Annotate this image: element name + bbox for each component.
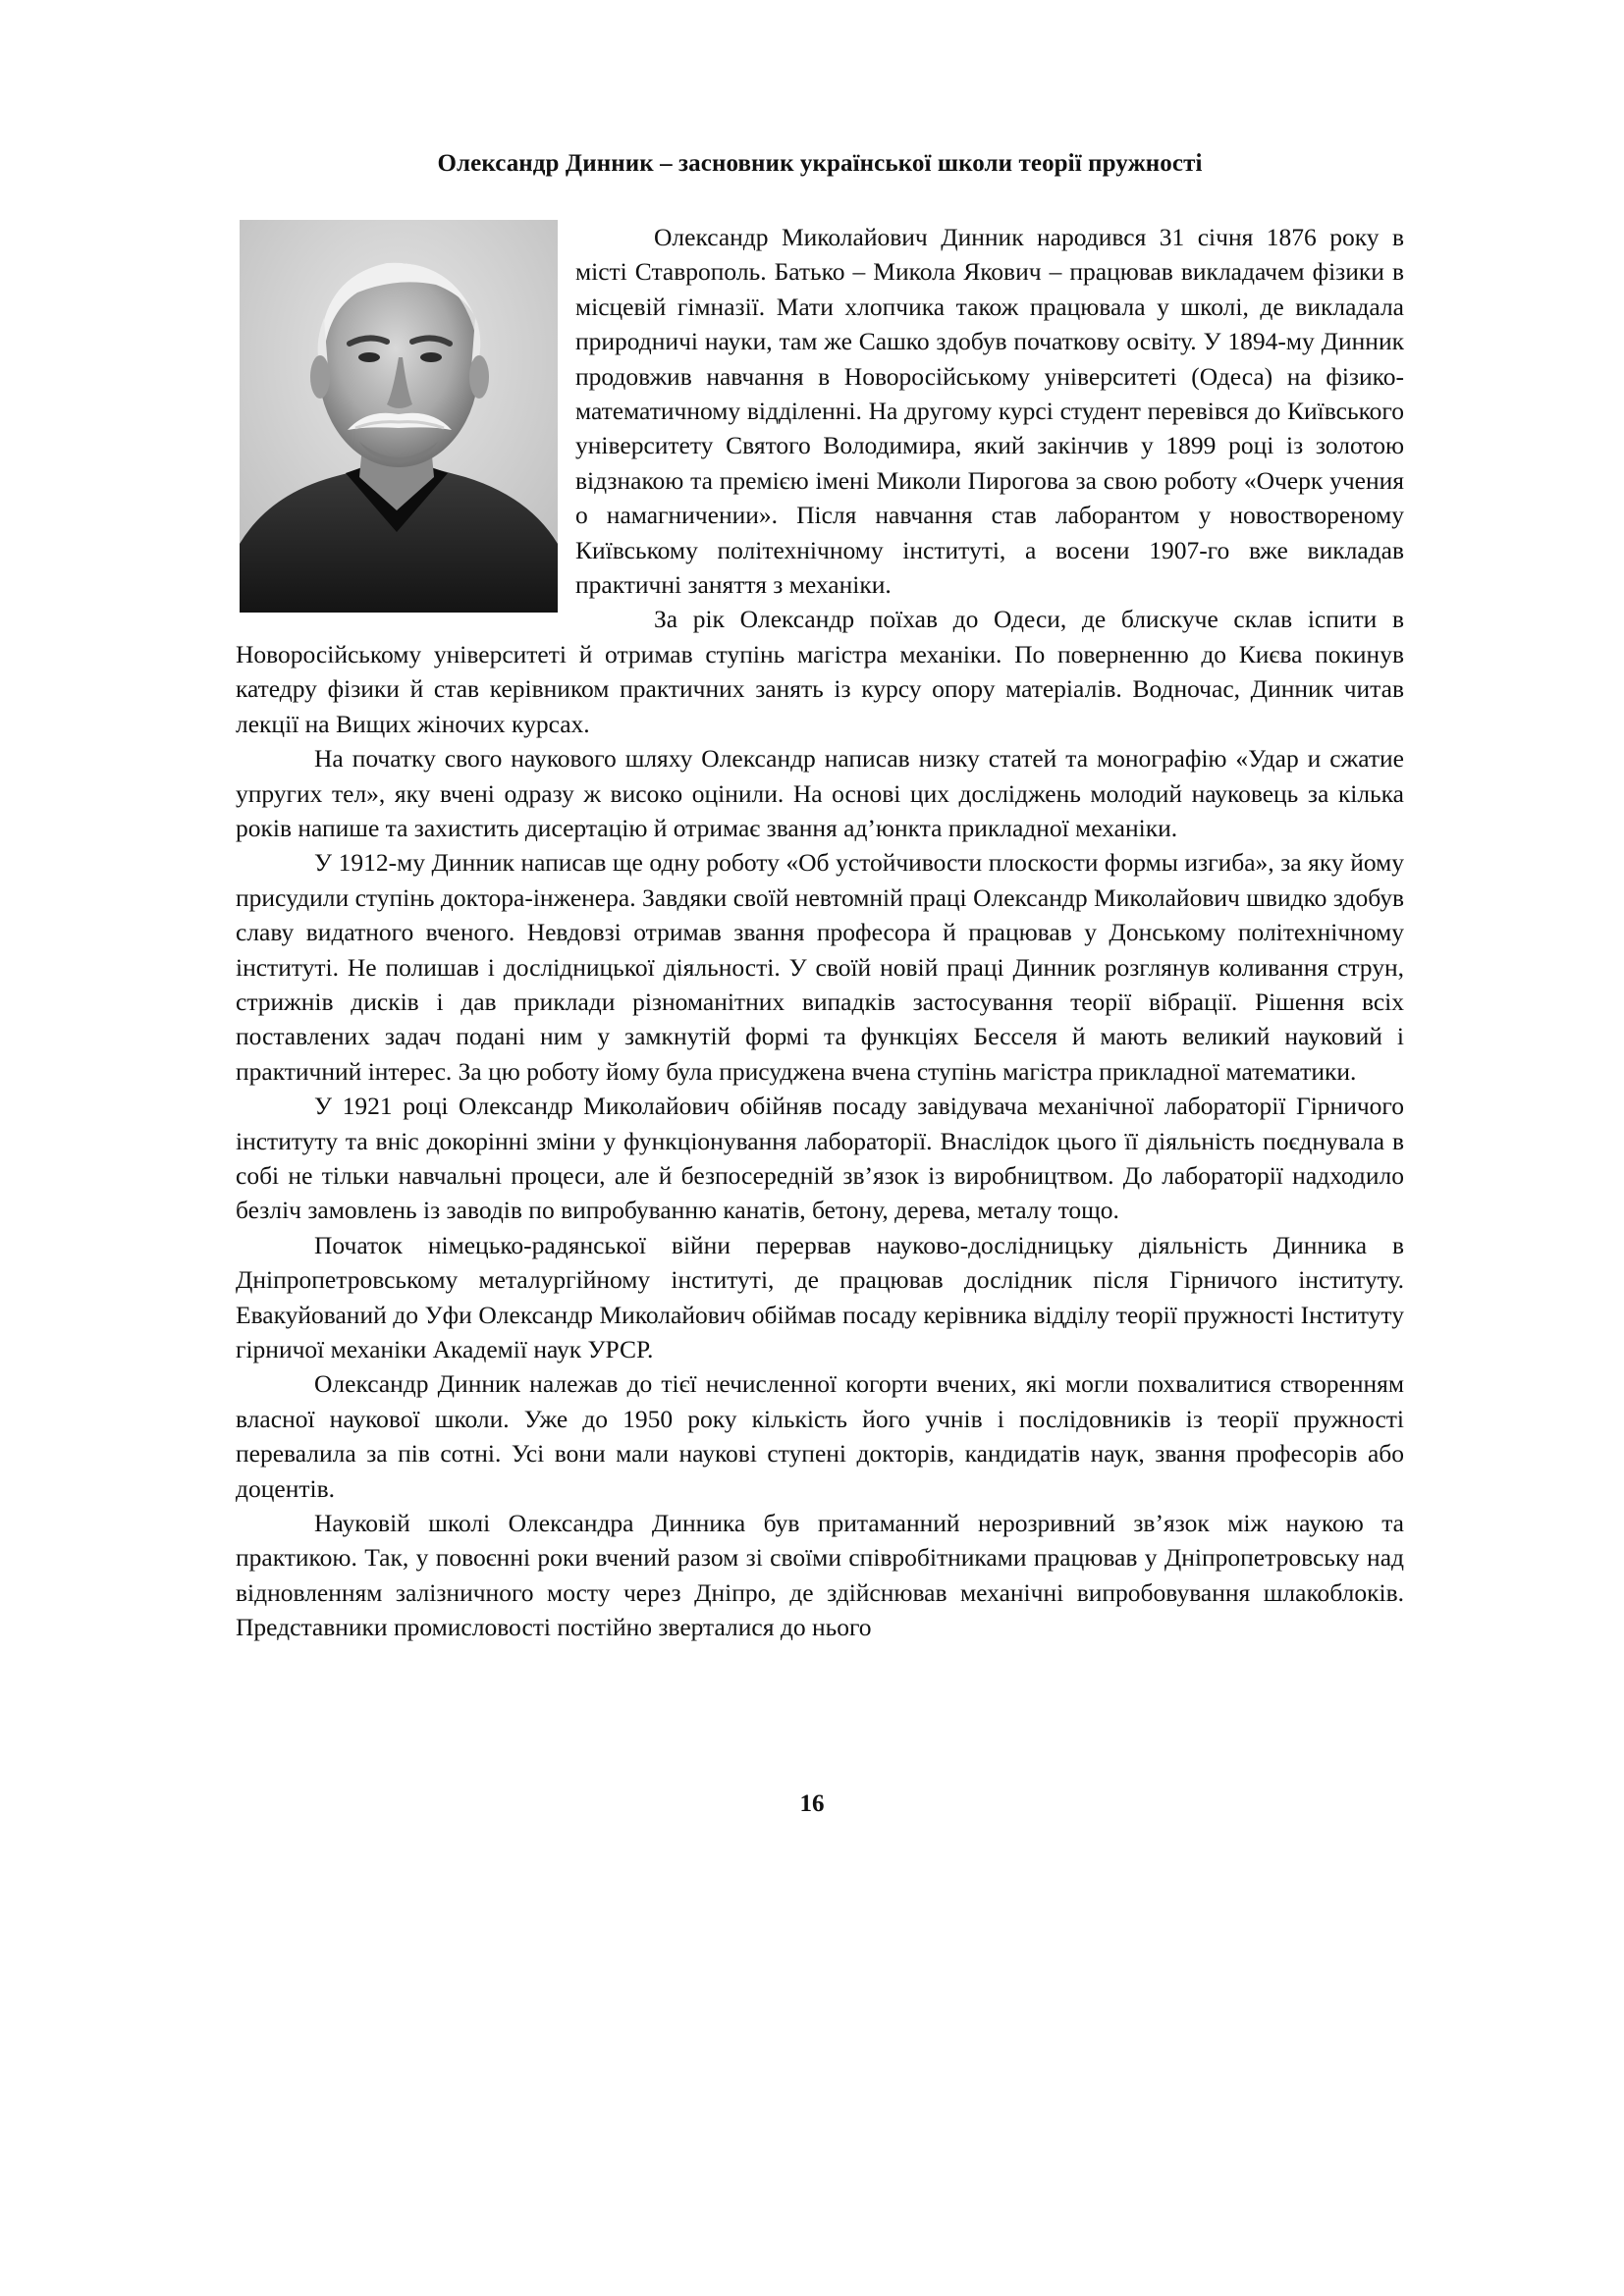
paragraph-2: За рік Олександр поїхав до Одеси, де блискуче склав іспити в Новоросійському університеті й отримав ступінь магістра механіки. По поверненню до Києва покинув катедру фізики й став керівником практичних занять із курсу опору матеріалів. Водночас, Динник читав лекції на Вищих жіночих курсах. [236, 605, 1404, 738]
paragraph-8: Науковій школі Олександра Динника був притаманний нерозривний зв’язок між наукою та практикою. Так, у повоєнні роки вчений разом зі своїми співробітниками працював у Дніпропетровську над відновленням залізничного мосту через Дніпро, де здійснював механічні випробовування шлакоблоків. Представники промисловості постійно зверталися до нього [236, 1509, 1404, 1642]
document-title: Олександр Динник – засновник української школи теорії пружності [437, 150, 1203, 177]
paragraph-1: Олександр Миколайович Динник народився 31 січня 1876 року в місті Ставрополь. Батько – Микола Якович – працював викладачем фізики в місцевій гімназії. Мати хлопчика також працювала у школі, де викладала природничі науки, там же Сашко здобув початкову освіту. У 1894-му Динник продовжив навчання в Новоросійському університеті (Одеса) на фізико-математичному відділенні. На другому курсі студент перевівся до Київського університету Святого Володимира, який закінчив у 1899 році із золотою відзнакою та премією імені Миколи Пирогова за свою роботу «Очерк учения о намагничении». Після навчання став лаборантом у новоствореному Київському політехнічному інституті, а восени 1907-го вже викладав практичні заняття з механіки. [575, 223, 1404, 600]
portrait-photo-icon [240, 220, 558, 613]
paragraph-7: Олександр Динник належав до тієї нечисленної когорти вчених, які могли похвалитися створенням власної наукової школи. Уже до 1950 року кількість його учнів і послідовників із теорії пружності перевалила за пів сотні. Усі вони мали наукові ступені докторів, кандидатів наук, звання професорів або доцентів. [236, 1369, 1404, 1503]
document-page [236, 147, 1404, 1645]
paragraph-4: У 1912-му Динник написав ще одну роботу «Об устойчивости плоскости формы изгиба», за яку йому присудили ступінь доктора-інженера. Завдяки своїй невтомній праці Олександр Миколайович швидко здобув славу видатного вченого. Невдовзі отримав звання професора й працював у Донському політехнічному інституті. Не полишав і дослідницької діяльності. У своїй новій праці Динник розглянув коливання струн, стрижнів дисків і дав приклади різноманітних випадків застосування теорії вібрації. Рішення всіх поставлених задач подані ним у замкнутій формі та функціях Бесселя й мають великий науковий і практичний інтерес. За цю роботу йому була присуджена вчена ступінь магістра прикладної математики. [236, 848, 1404, 1086]
paragraph-5: У 1921 році Олександр Миколайович обійняв посаду завідувача механічної лабораторії Гірничого інституту та вніс докорінні зміни у функціонування лабораторії. Внаслідок цього її діяльність поєднувала в собі не тільки навчальні процеси, але й безпосередній зв’язок із виробництвом. До лабораторії надходило безліч замовлень із заводів по випробуванню канатів, бетону, дерева, металу тощо. [236, 1092, 1404, 1225]
paragraph-3: На початку свого наукового шляху Олександр написав низку статей та монографію «Удар и сжатие упругих тел», яку вчені одразу ж високо оцінили. На основі цих досліджень молодий науковець за кілька років напише та захистить дисертацію й отримає звання ад’юнкта прикладної механіки. [236, 744, 1404, 842]
portrait-photo [240, 220, 558, 613]
page-number: 16 [799, 1790, 825, 1817]
paragraph-6: Початок німецько-радянської війни перервав науково-дослідницьку діяльність Динника в Дніпропетровському металургійному інституті, де працював дослідник після Гірничого інституту. Евакуйований до Уфи Олександр Миколайович обіймав посаду керівника відділу теорії пружності Інституту гірничої механіки Академії наук УРСР. [236, 1230, 1404, 1363]
